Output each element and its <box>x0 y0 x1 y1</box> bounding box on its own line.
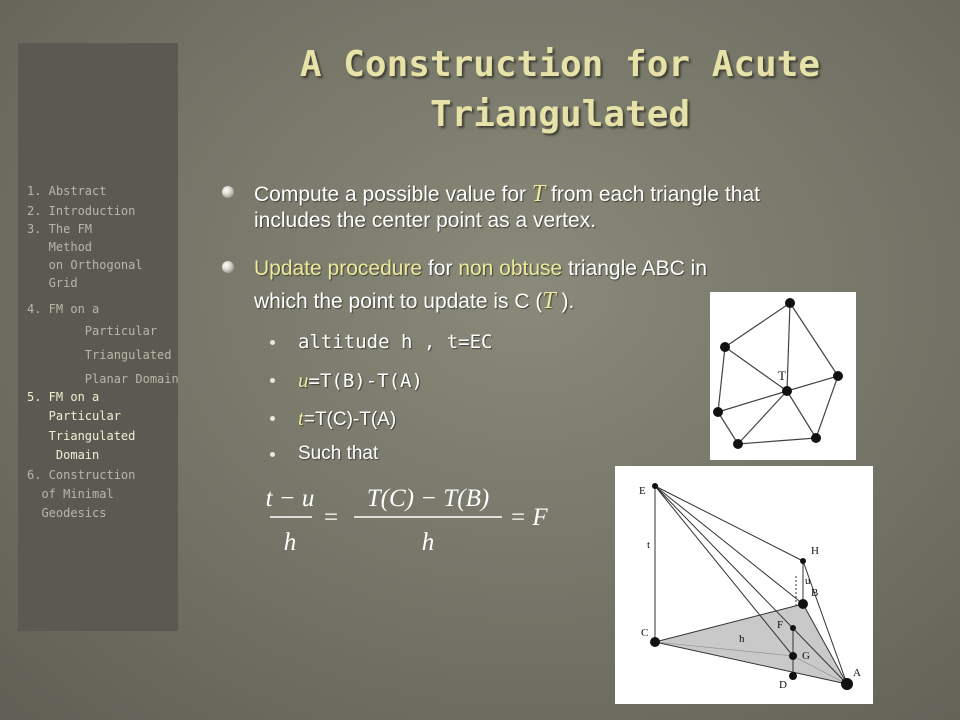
point-d <box>789 672 797 680</box>
equation-numerator-1: t − u <box>265 485 315 512</box>
label-d: D <box>779 679 787 691</box>
toc-item-fm-planar-line3[interactable]: Triangulated <box>27 348 172 362</box>
line-eb <box>655 486 803 604</box>
equals-sign-1: = <box>323 504 339 531</box>
label-h-altitude: h <box>739 633 745 645</box>
point-e <box>652 483 658 489</box>
subbullet-dot-3 <box>270 416 275 421</box>
equation-rhs: F <box>532 504 548 531</box>
label-e: E <box>639 485 646 497</box>
toc-item-fm-method[interactable]: 3. The FM <box>27 222 93 236</box>
sidebar-toc <box>18 43 178 631</box>
vertex <box>785 298 795 308</box>
bullet-1-line-2: includes the center point as a vertex. <box>254 209 597 232</box>
subbullet-u-rest: =T(B)-T(A) <box>308 370 423 392</box>
toc-item-fm-planar[interactable]: 4. FM on a <box>27 302 100 316</box>
vertex <box>720 342 730 352</box>
triangulation-figure <box>710 292 856 460</box>
toc-item-fm-domain-line4[interactable]: Domain <box>27 448 100 462</box>
subbullet-t-rest: =T(C)-T(A) <box>303 409 397 430</box>
subbullet-dot-4 <box>270 452 275 457</box>
equation-denominator-1: h <box>283 529 297 556</box>
point-a <box>841 678 853 690</box>
point-b <box>798 599 808 609</box>
bullet-dot-2 <box>222 261 234 273</box>
toc-item-fm-method-line4[interactable]: Grid <box>27 276 78 290</box>
bullet-2-text-triangle: triangle ABC in <box>562 257 707 280</box>
bullet-2-highlight-update: Update procedure <box>254 257 423 280</box>
point-g <box>789 652 797 660</box>
toc-item-geodesics-line3[interactable]: Geodesics <box>27 506 107 520</box>
subbullet-u <box>298 368 423 393</box>
subbullet-dot-2 <box>270 378 275 383</box>
subbullet-altitude: altitude h , t=EC <box>298 331 493 353</box>
bullet-2-line-1 <box>254 256 707 282</box>
subbullet-t <box>298 406 396 432</box>
equation-numerator-2: T(C) − T(B) <box>366 485 490 512</box>
label-u: u <box>805 575 811 587</box>
label-c: C <box>641 627 649 639</box>
toc-item-abstract[interactable]: 1. Abstract <box>27 184 107 198</box>
label-h: H <box>811 545 819 557</box>
toc-item-fm-domain-line2[interactable]: Particular <box>27 409 121 423</box>
point-h <box>800 558 806 564</box>
bullet-dot-1 <box>222 186 234 198</box>
vertex <box>713 407 723 417</box>
triangle-abc <box>655 604 847 684</box>
bullet-2-text-which: which the point to update is C ( <box>254 290 543 313</box>
subbullet-u-var: u <box>298 368 309 392</box>
label-b: B <box>811 587 819 599</box>
label-f: F <box>777 619 784 631</box>
label-T: T <box>778 368 786 383</box>
bullet-2-text-for: for <box>422 257 459 280</box>
point-f <box>790 625 796 631</box>
vertex-center <box>782 386 792 396</box>
vertex <box>811 433 821 443</box>
slide-title: A Construction for Acute Triangulated <box>299 44 821 135</box>
bullet-2-highlight-nonobtuse: non obtuse <box>458 257 563 280</box>
equation <box>262 478 562 558</box>
subbullet-such-that: Such that <box>298 443 379 464</box>
vertex <box>733 439 743 449</box>
toc-item-geodesics[interactable]: 6. Construction <box>27 468 136 482</box>
bullet-1 <box>254 181 760 234</box>
bullet-1-line-1 <box>254 181 760 208</box>
bullet-2-text-close: ). <box>555 290 575 313</box>
toc-item-fm-method-line3[interactable]: on Orthogonal <box>27 258 143 272</box>
equation-denominator-2: h <box>421 529 435 556</box>
subbullet-dot-1 <box>270 340 275 345</box>
bullet-2 <box>254 256 707 315</box>
bullet-2-var-T: T <box>542 288 556 314</box>
toc-item-fm-domain-line3[interactable]: Triangulated <box>27 429 136 443</box>
bullet-1-var-T: T <box>531 181 546 207</box>
subbullet-t-var: t <box>298 406 304 430</box>
toc-item-fm-domain-current[interactable]: 5. FM on a <box>27 390 100 404</box>
vertex <box>833 371 843 381</box>
label-t: t <box>647 539 651 551</box>
toc-item-fm-method-line2[interactable]: Method <box>27 240 93 254</box>
bullet-1-text-post: from each triangle that <box>545 183 760 206</box>
construction-figure <box>615 466 873 704</box>
toc-item-fm-planar-line4[interactable]: Planar Domain <box>27 372 179 386</box>
toc-item-geodesics-line2[interactable]: of Minimal <box>27 487 114 501</box>
label-a: A <box>853 667 861 679</box>
toc-item-fm-planar-line2[interactable]: Particular <box>27 324 158 338</box>
label-g: G <box>802 650 810 662</box>
bullet-2-line-2 <box>254 288 707 315</box>
point-c <box>650 637 660 647</box>
bullet-1-text-pre: Compute a possible value for <box>254 183 532 206</box>
equals-sign-2: = <box>510 504 526 531</box>
line-eh <box>655 486 803 561</box>
toc-item-introduction[interactable]: 2. Introduction <box>27 204 136 218</box>
